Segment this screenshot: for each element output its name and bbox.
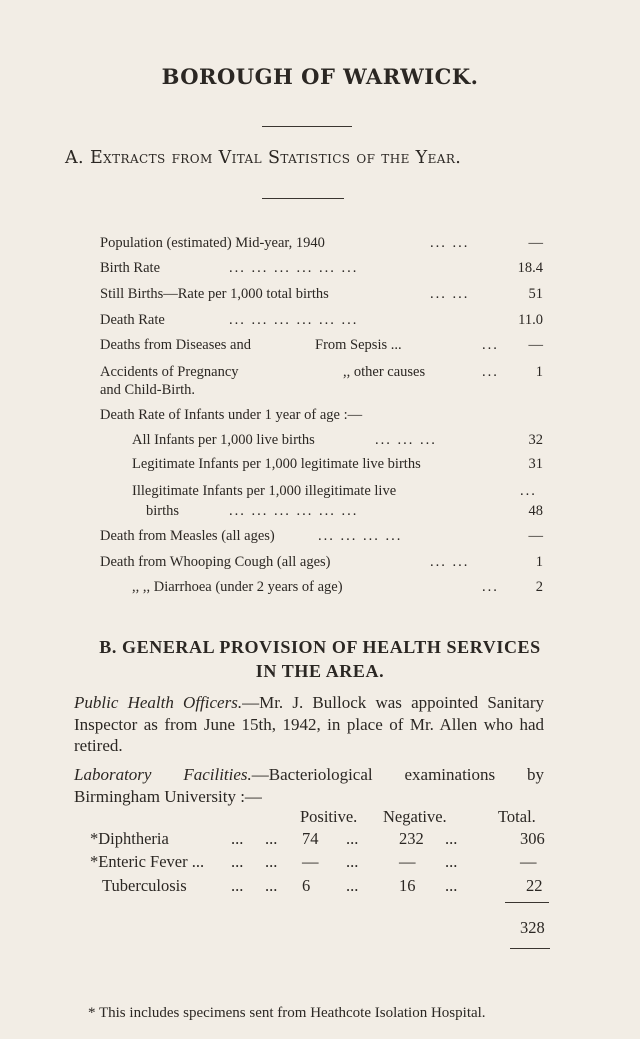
stat-sublabel: ,, other causes — [343, 364, 426, 380]
leader-dots: ... ... ... — [375, 432, 437, 448]
stat-label: Deaths from Diseases and — [100, 337, 251, 353]
leader-dots: ... — [482, 579, 499, 595]
stat-label: and Child-Birth. — [100, 382, 196, 398]
lab-negative: 16 — [399, 876, 416, 895]
stat-row — [0, 363, 640, 383]
leader-dots: ... — [482, 364, 499, 380]
stat-row — [0, 234, 640, 254]
lab-row-name: *Diphtheria — [90, 829, 169, 848]
stat-label: Population (estimated) Mid-year, 1940 — [100, 235, 325, 251]
stat-sublabel: From Sepsis ... — [315, 337, 402, 353]
lab-positive: 6 — [302, 876, 311, 895]
leader-dots: ... — [445, 876, 458, 895]
leader-dots: ... ... ... ... — [318, 528, 403, 544]
section-b-heading-line2: IN THE AREA. — [255, 661, 385, 681]
lab-total: 306 — [520, 829, 545, 848]
leader-dots: ... — [231, 852, 244, 871]
lab-total: 22 — [526, 876, 543, 895]
leader-dots: ... — [265, 829, 278, 848]
leader-dots: ... — [445, 852, 458, 871]
stat-value: 31 — [528, 456, 543, 472]
leader-dots: ... ... — [430, 286, 470, 302]
stat-value: 1 — [535, 364, 543, 380]
stat-row — [0, 455, 640, 475]
stat-value: 1 — [535, 554, 543, 570]
stat-row — [0, 406, 640, 426]
grand-total: 328 — [520, 918, 545, 937]
stat-label: Death from Measles (all ages) — [100, 528, 275, 544]
stat-value: 32 — [528, 432, 543, 448]
divider — [262, 198, 344, 199]
leader-dots: ... ... — [430, 235, 470, 251]
section-a-letter: A. — [65, 148, 85, 168]
section-a-heading — [65, 148, 461, 168]
lab-row-name: *Enteric Fever ... — [90, 852, 205, 871]
leader-dots: ... — [346, 852, 359, 871]
leader-dots: ... — [346, 876, 359, 895]
paragraph-text: —Mr. J. Bullock was appointed Sanitary Inspector as from June 15th, 1942, in place of Mr. Allen who had retired. — [74, 693, 544, 755]
footnote: * This includes specimens sent from Heathcote Isolation Hospital. — [88, 1005, 486, 1021]
leader-dots: ... — [520, 483, 537, 499]
leader-dots: ... — [346, 829, 359, 848]
stat-label: Death Rate of Infants under 1 year of age :— — [100, 407, 363, 423]
stat-row — [0, 431, 640, 451]
lab-total: — — [520, 852, 537, 871]
stat-row — [0, 381, 640, 401]
paragraph-text: —Bacteriological examinations by Birmingham University :— — [74, 765, 544, 806]
stat-value: 2 — [535, 579, 543, 595]
section-a-title: Extracts from Vital Statistics of the Year. — [89, 148, 462, 168]
lab-positive: — — [302, 852, 319, 871]
stat-value: 18.4 — [517, 260, 543, 276]
stat-value: — — [528, 528, 543, 544]
stat-label: Accidents of Pregnancy — [100, 364, 239, 380]
stat-value: 51 — [528, 286, 543, 302]
leader-dots: ... ... ... ... ... ... — [229, 260, 359, 276]
leader-dots: ... — [231, 876, 244, 895]
stat-label: Death Rate — [100, 312, 165, 328]
stat-value: — — [528, 337, 543, 353]
stat-row — [0, 502, 640, 522]
stat-value: — — [528, 235, 543, 251]
stat-label: ,, ,, Diarrhoea (under 2 years of age) — [132, 579, 343, 595]
leader-dots: ... ... ... ... ... ... — [229, 503, 359, 519]
page-title: BOROUGH OF WARWICK. — [161, 64, 479, 89]
stat-value: 11.0 — [518, 312, 543, 328]
paragraph-title: Public Health Officers. — [74, 693, 243, 712]
leader-dots: ... — [265, 852, 278, 871]
section-b-heading-line1: B. GENERAL PROVISION OF HEALTH SERVICES — [99, 637, 541, 657]
leader-dots: ... ... ... ... ... ... — [229, 312, 359, 328]
stat-label: Legitimate Infants per 1,000 legitimate live births — [132, 456, 421, 472]
leader-dots: ... — [445, 829, 458, 848]
stat-label: births — [146, 503, 180, 519]
stat-label: All Infants per 1,000 live births — [132, 432, 315, 448]
leader-dots: ... ... — [430, 554, 470, 570]
stat-label: Illegitimate Infants per 1,000 illegitimate live — [132, 483, 397, 499]
stat-value: 48 — [528, 503, 543, 519]
stat-row — [0, 336, 640, 356]
stat-row — [0, 311, 640, 331]
stat-label: Birth Rate — [100, 260, 161, 276]
leader-dots: ... — [265, 876, 278, 895]
leader-dots: ... — [482, 337, 499, 353]
stat-row — [0, 259, 640, 279]
laboratory-facilities-paragraph — [74, 764, 544, 807]
stat-label: Death from Whooping Cough (all ages) — [100, 554, 331, 570]
lab-negative: 232 — [399, 829, 424, 848]
divider — [262, 126, 352, 127]
total-rule — [510, 948, 550, 949]
stat-row — [0, 553, 640, 573]
column-header-total: Total. — [498, 807, 536, 826]
lab-negative: — — [399, 852, 416, 871]
leader-dots: ... — [231, 829, 244, 848]
column-header-positive: Positive. — [300, 807, 358, 826]
lab-row-name: Tuberculosis — [102, 876, 187, 895]
paragraph-title: Laboratory Facilities. — [74, 765, 252, 784]
total-rule — [505, 902, 549, 903]
public-health-officers-paragraph — [74, 692, 544, 757]
column-header-negative: Negative. — [383, 807, 447, 826]
stat-label: Still Births—Rate per 1,000 total births — [100, 286, 329, 302]
stat-row — [0, 285, 640, 305]
stat-row — [0, 527, 640, 547]
stat-row — [0, 578, 640, 598]
stat-row — [0, 482, 640, 502]
section-b-heading — [70, 635, 570, 683]
lab-positive: 74 — [302, 829, 319, 848]
